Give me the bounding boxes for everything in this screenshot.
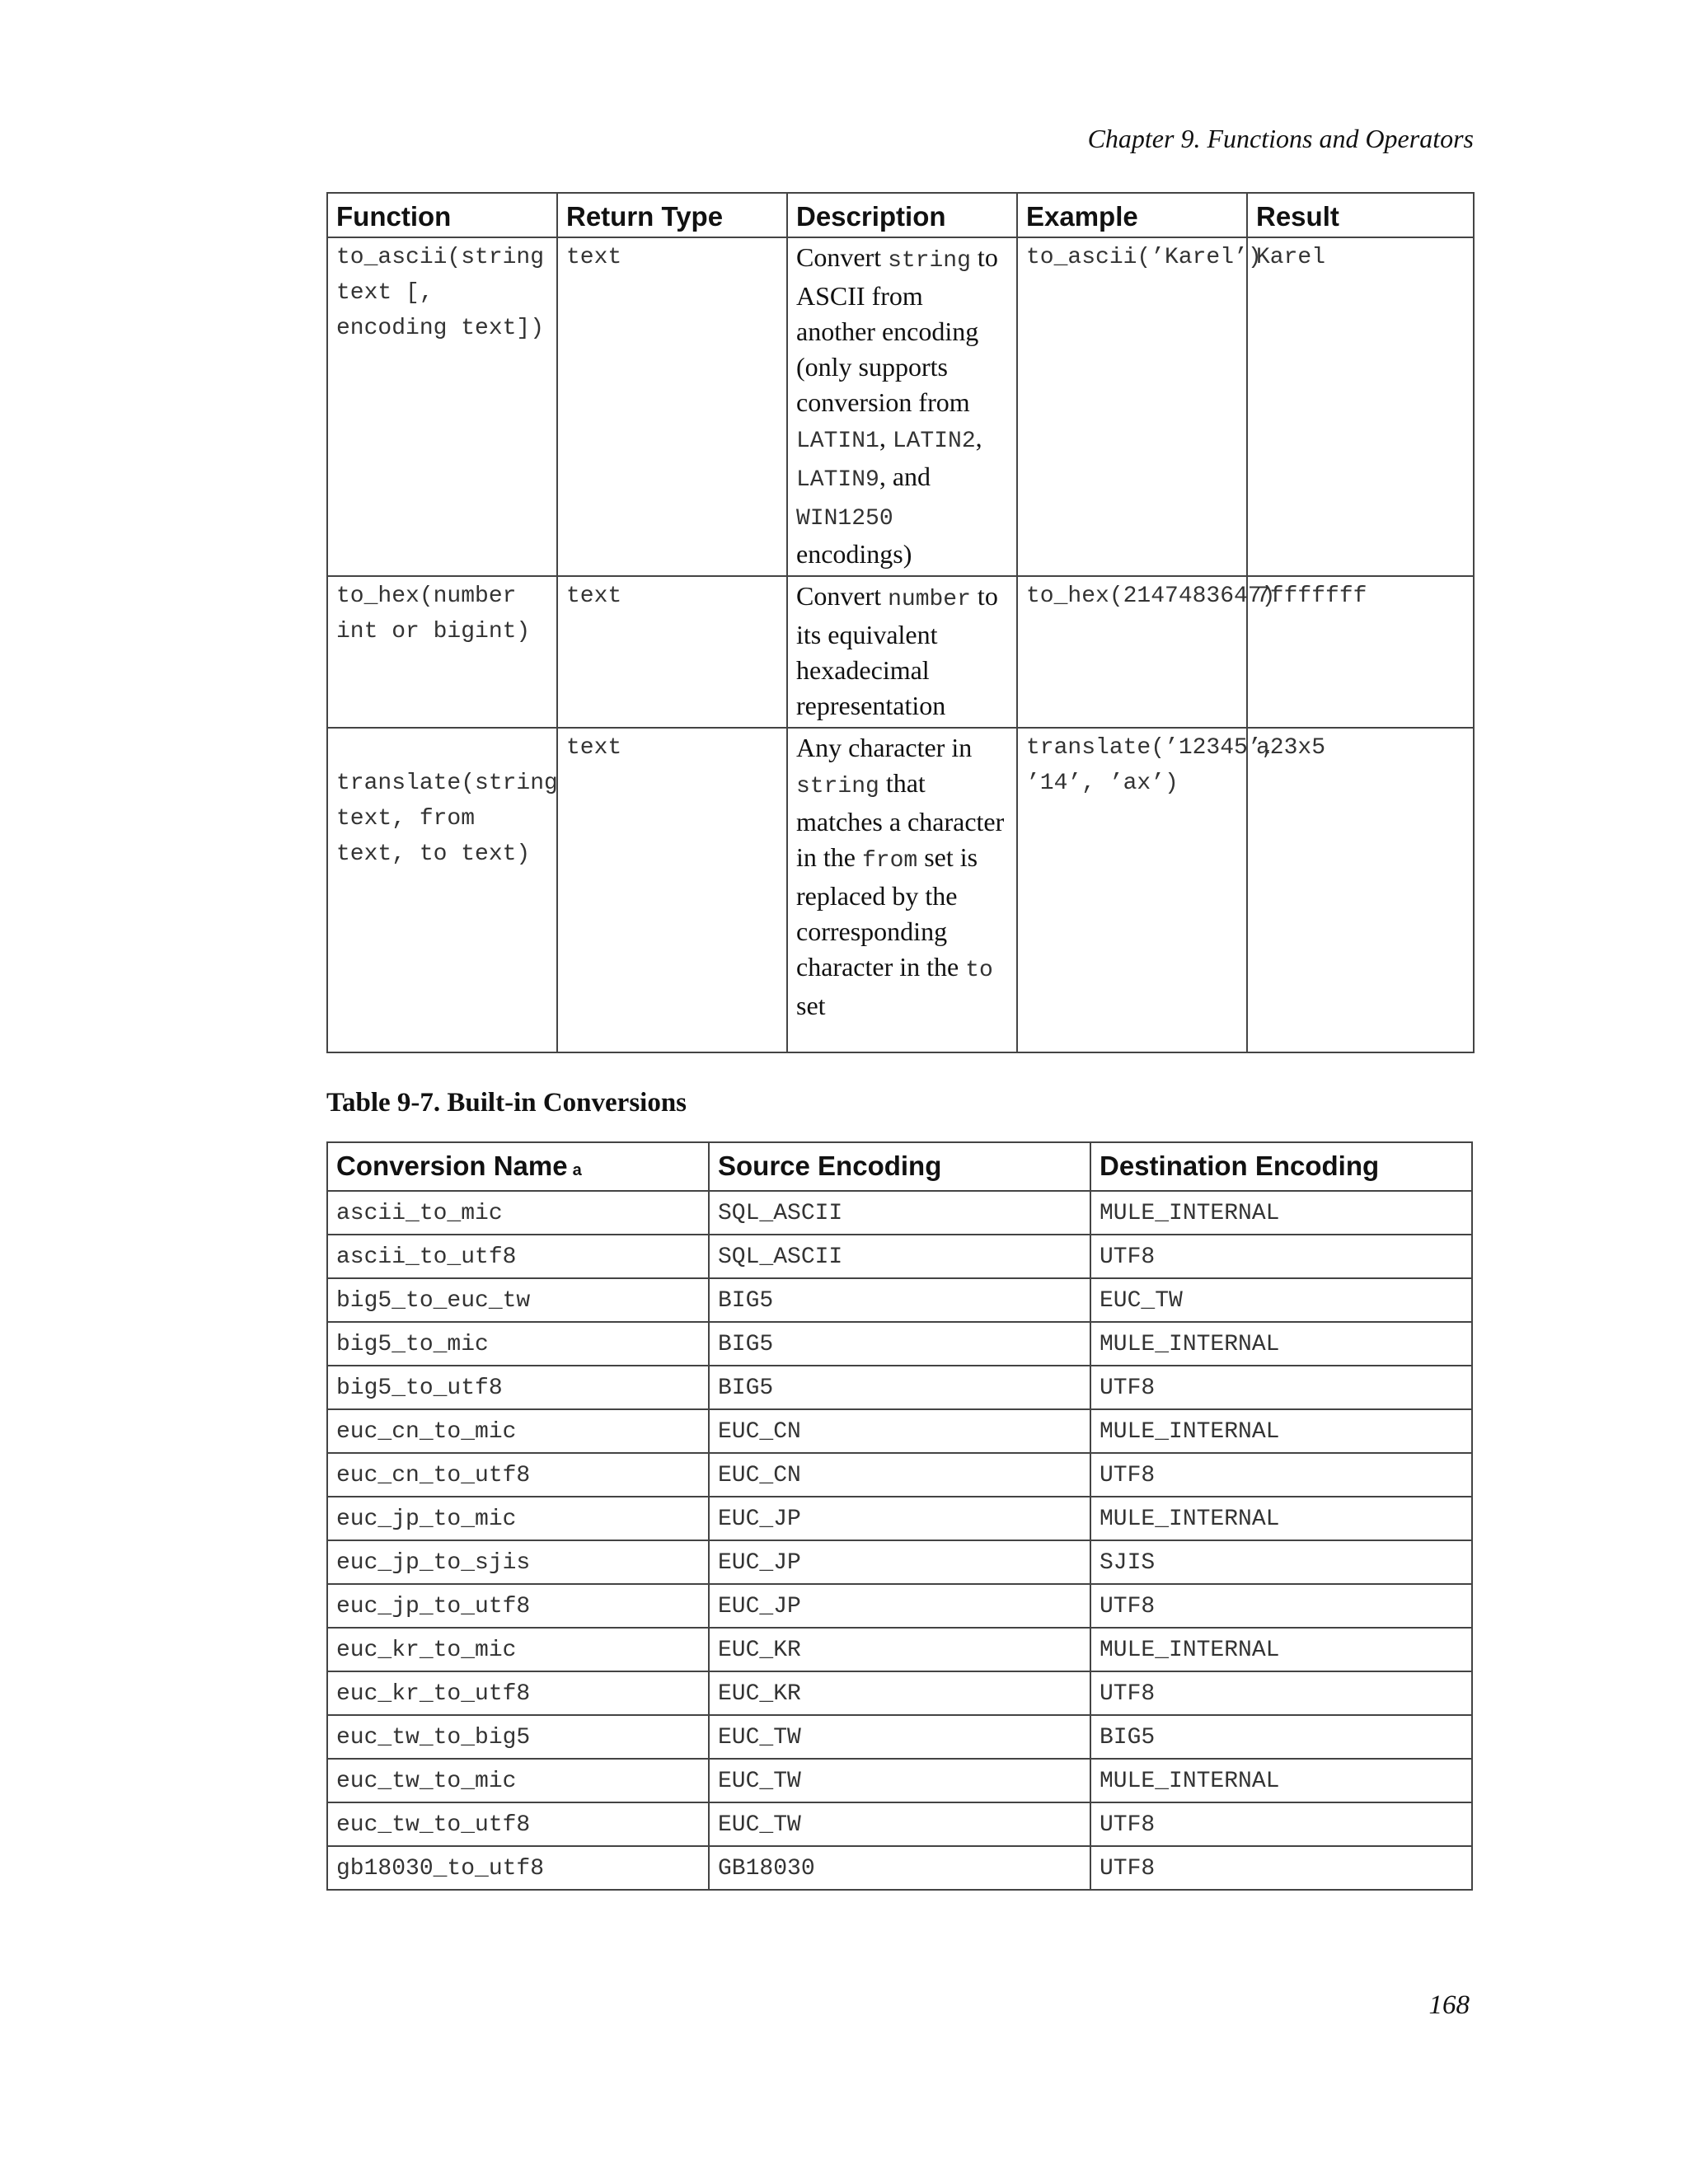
source-encoding-cell: BIG5 bbox=[709, 1278, 1090, 1322]
table-row bbox=[327, 1191, 1472, 1235]
conversion-name-cell: euc_tw_to_utf8 bbox=[327, 1802, 709, 1846]
function-signature-line: translate(string bbox=[336, 771, 558, 796]
function-signature-cell bbox=[327, 237, 557, 576]
destination-encoding-cell: UTF8 bbox=[1090, 1453, 1472, 1497]
functions-table-header-row bbox=[327, 193, 1474, 237]
conversion-name-cell: big5_to_utf8 bbox=[327, 1366, 709, 1409]
function-signature-line: text [, bbox=[336, 280, 434, 306]
example-code: to_hex(2147483647) bbox=[1026, 583, 1276, 609]
destination-encoding-cell: UTF8 bbox=[1090, 1671, 1472, 1715]
table-row bbox=[327, 1322, 1472, 1366]
table-row bbox=[327, 1671, 1472, 1715]
description-text: to ASCII from another encoding (only supports conversion from bbox=[796, 242, 998, 417]
source-encoding-cell: EUC_CN bbox=[709, 1409, 1090, 1453]
source-encoding-cell: GB18030 bbox=[709, 1846, 1090, 1890]
table-row bbox=[327, 1628, 1472, 1671]
conversions-table bbox=[326, 1141, 1473, 1891]
conversions-table-body bbox=[327, 1191, 1472, 1890]
function-signature-cell bbox=[327, 728, 557, 1052]
source-encoding-cell: EUC_JP bbox=[709, 1584, 1090, 1628]
description-text: Convert bbox=[796, 581, 889, 611]
source-encoding-cell: EUC_JP bbox=[709, 1497, 1090, 1540]
destination-encoding-cell: MULE_INTERNAL bbox=[1090, 1322, 1472, 1366]
source-encoding-cell: EUC_JP bbox=[709, 1540, 1090, 1584]
conversion-name-cell: euc_tw_to_mic bbox=[327, 1759, 709, 1802]
description-cell bbox=[787, 237, 1017, 576]
column-header-example: Example bbox=[1017, 193, 1247, 237]
source-encoding-cell: BIG5 bbox=[709, 1322, 1090, 1366]
description-code: LATIN2 bbox=[892, 429, 976, 454]
table-row bbox=[327, 1759, 1472, 1802]
column-header-source-encoding: Source Encoding bbox=[709, 1142, 1090, 1191]
source-encoding-cell: EUC_CN bbox=[709, 1453, 1090, 1497]
destination-encoding-cell: MULE_INTERNAL bbox=[1090, 1628, 1472, 1671]
result-cell: a23x5 bbox=[1247, 728, 1474, 1052]
description-code: LATIN9 bbox=[796, 467, 879, 493]
example-cell bbox=[1017, 237, 1262, 576]
destination-encoding-cell: MULE_INTERNAL bbox=[1090, 1497, 1472, 1540]
table-row bbox=[327, 1453, 1472, 1497]
table-row bbox=[327, 728, 1474, 1052]
result-cell: Karel bbox=[1247, 237, 1474, 576]
table-caption: Table 9-7. Built-in Conversions bbox=[326, 1088, 687, 1118]
function-signature-line: text, to text) bbox=[336, 841, 531, 867]
header-label: Conversion Name bbox=[336, 1151, 568, 1181]
return-type-cell: text bbox=[557, 237, 787, 576]
destination-encoding-cell: UTF8 bbox=[1090, 1802, 1472, 1846]
conversion-name-cell: euc_cn_to_utf8 bbox=[327, 1453, 709, 1497]
conversion-name-cell: euc_jp_to_mic bbox=[327, 1497, 709, 1540]
destination-encoding-cell: MULE_INTERNAL bbox=[1090, 1191, 1472, 1235]
source-encoding-cell: EUC_TW bbox=[709, 1802, 1090, 1846]
description-text: Convert bbox=[796, 242, 889, 272]
example-code-line: translate(’12345’, bbox=[1026, 735, 1276, 761]
destination-encoding-cell: UTF8 bbox=[1090, 1235, 1472, 1278]
function-signature-line: to_ascii(string bbox=[336, 245, 545, 270]
destination-encoding-cell: UTF8 bbox=[1090, 1846, 1472, 1890]
source-encoding-cell: EUC_KR bbox=[709, 1628, 1090, 1671]
function-signature-cell bbox=[327, 576, 557, 728]
destination-encoding-cell: UTF8 bbox=[1090, 1366, 1472, 1409]
cell-spacer bbox=[336, 730, 548, 766]
conversion-name-cell: euc_kr_to_utf8 bbox=[327, 1671, 709, 1715]
table-row bbox=[327, 1715, 1472, 1759]
table-row bbox=[327, 237, 1474, 576]
destination-encoding-cell: MULE_INTERNAL bbox=[1090, 1759, 1472, 1802]
conversion-name-cell: ascii_to_mic bbox=[327, 1191, 709, 1235]
page-number: 168 bbox=[1428, 1990, 1470, 2020]
column-header-description: Description bbox=[787, 193, 1017, 237]
source-encoding-cell: EUC_TW bbox=[709, 1759, 1090, 1802]
conversion-name-cell: euc_cn_to_mic bbox=[327, 1409, 709, 1453]
table-row bbox=[327, 1278, 1472, 1322]
description-text: Any character in bbox=[796, 733, 973, 762]
conversion-name-cell: euc_jp_to_utf8 bbox=[327, 1584, 709, 1628]
column-header-result: Result bbox=[1247, 193, 1474, 237]
conversions-table-header-row bbox=[327, 1142, 1472, 1191]
description-text: , and bbox=[879, 462, 931, 491]
destination-encoding-cell: EUC_TW bbox=[1090, 1278, 1472, 1322]
description-code: LATIN1 bbox=[796, 429, 879, 454]
return-type-cell: text bbox=[557, 728, 787, 1052]
table-row bbox=[327, 1846, 1472, 1890]
result-cell: 7fffffff bbox=[1247, 576, 1474, 728]
conversion-name-cell: big5_to_euc_tw bbox=[327, 1278, 709, 1322]
example-cell bbox=[1017, 576, 1276, 728]
source-encoding-cell: SQL_ASCII bbox=[709, 1235, 1090, 1278]
description-text: to its equivalent hexadecimal representation bbox=[796, 581, 998, 720]
conversion-name-cell: euc_tw_to_big5 bbox=[327, 1715, 709, 1759]
source-encoding-cell: EUC_KR bbox=[709, 1671, 1090, 1715]
functions-table bbox=[326, 192, 1475, 1053]
example-code: to_ascii(’Karel’) bbox=[1026, 245, 1262, 270]
table-row bbox=[327, 1409, 1472, 1453]
destination-encoding-cell: SJIS bbox=[1090, 1540, 1472, 1584]
conversion-name-cell: gb18030_to_utf8 bbox=[327, 1846, 709, 1890]
footnote-mark[interactable]: a bbox=[572, 1161, 582, 1179]
table-row bbox=[327, 1802, 1472, 1846]
example-code-line: ’14’, ’ax’) bbox=[1026, 771, 1179, 796]
destination-encoding-cell: MULE_INTERNAL bbox=[1090, 1409, 1472, 1453]
description-text: that matches a character in the bbox=[796, 768, 1005, 872]
conversion-name-cell: euc_jp_to_sjis bbox=[327, 1540, 709, 1584]
function-signature-line: int or bigint) bbox=[336, 619, 531, 644]
conversion-name-cell: euc_kr_to_mic bbox=[327, 1628, 709, 1671]
description-code: to bbox=[965, 958, 993, 983]
description-text: , bbox=[975, 423, 982, 452]
description-code: from bbox=[861, 848, 918, 874]
example-cell bbox=[1017, 728, 1276, 1052]
running-header: Chapter 9. Functions and Operators bbox=[1087, 124, 1474, 153]
column-header-conversion-name bbox=[327, 1142, 709, 1191]
table-row bbox=[327, 1584, 1472, 1628]
table-row bbox=[327, 1366, 1472, 1409]
description-code: number bbox=[888, 587, 971, 612]
function-signature-line: text, from bbox=[336, 806, 476, 832]
column-header-function: Function bbox=[327, 193, 557, 237]
table-row bbox=[327, 576, 1474, 728]
description-code: WIN1250 bbox=[796, 506, 893, 532]
description-code: string bbox=[888, 248, 971, 274]
conversion-name-cell: big5_to_mic bbox=[327, 1322, 709, 1366]
table-row bbox=[327, 1540, 1472, 1584]
destination-encoding-cell: UTF8 bbox=[1090, 1584, 1472, 1628]
description-cell bbox=[787, 576, 1017, 728]
conversion-name-cell: ascii_to_utf8 bbox=[327, 1235, 709, 1278]
description-text: set is replaced by the corresponding character in the bbox=[796, 842, 978, 982]
source-encoding-cell: SQL_ASCII bbox=[709, 1191, 1090, 1235]
function-signature-line: encoding text]) bbox=[336, 316, 545, 341]
source-encoding-cell: BIG5 bbox=[709, 1366, 1090, 1409]
description-text: , bbox=[879, 423, 893, 452]
return-type-cell: text bbox=[557, 576, 787, 728]
column-header-return-type: Return Type bbox=[557, 193, 787, 237]
source-encoding-cell: EUC_TW bbox=[709, 1715, 1090, 1759]
function-signature-line: to_hex(number bbox=[336, 583, 517, 609]
column-header-destination-encoding: Destination Encoding bbox=[1090, 1142, 1472, 1191]
description-code: string bbox=[796, 774, 879, 799]
table-row bbox=[327, 1497, 1472, 1540]
destination-encoding-cell: BIG5 bbox=[1090, 1715, 1472, 1759]
description-text: set bbox=[796, 991, 826, 1020]
table-row bbox=[327, 1235, 1472, 1278]
description-cell bbox=[787, 728, 1017, 1052]
description-text: encodings) bbox=[796, 539, 912, 569]
